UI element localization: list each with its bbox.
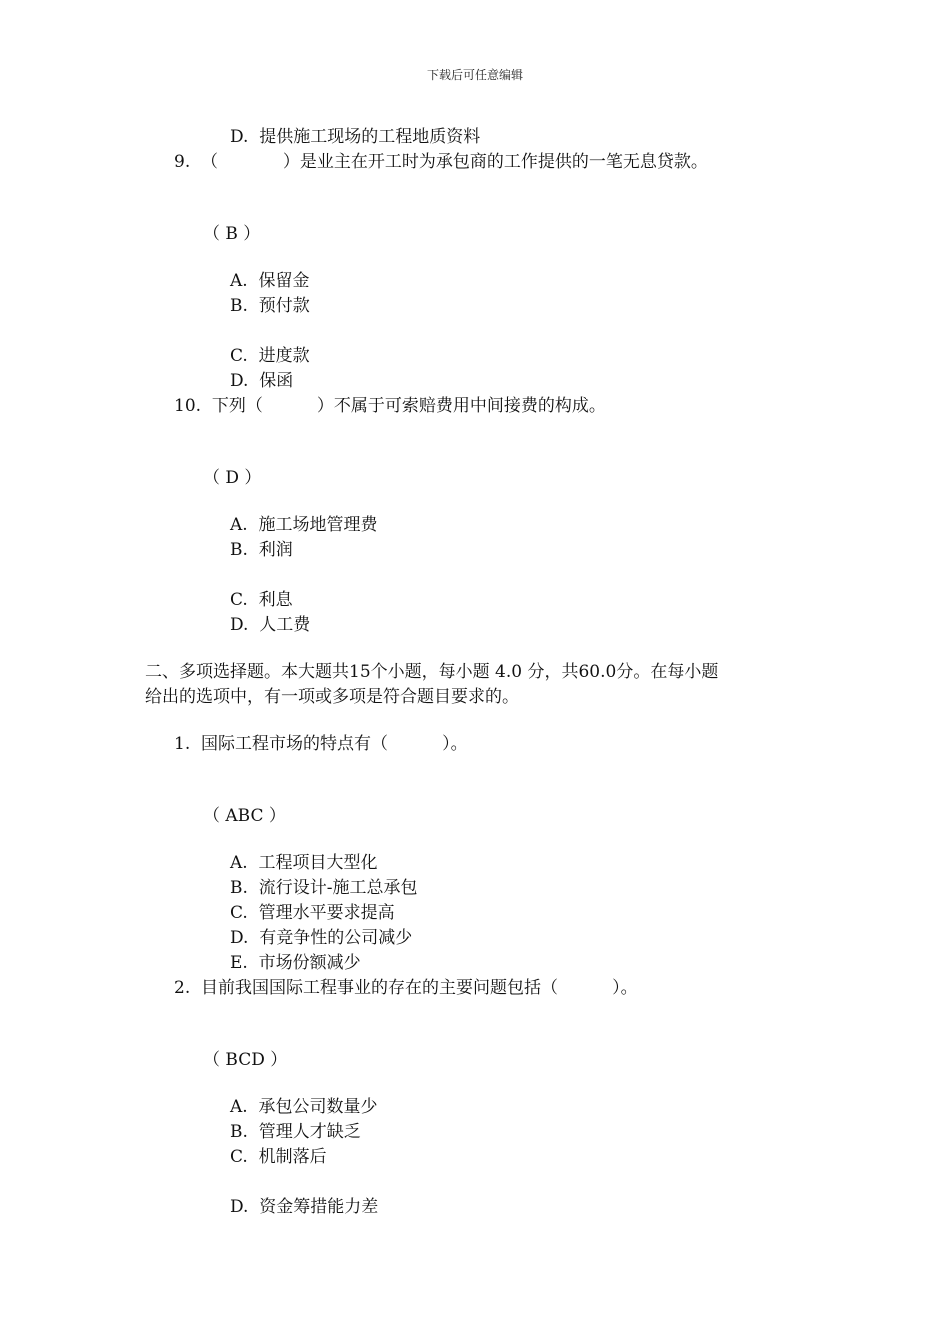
- section2-heading-line1: 二、多项选择题。本大题共15个小题，每小题 4.0 分，共60.0分。在每小题: [145, 662, 719, 682]
- m2-option-d: D. 资金筹措能力差: [230, 1197, 379, 1217]
- q10-stem: 10. 下列（ ）不属于可索赔费用中间接费的构成。: [174, 396, 606, 416]
- q9-option-c: C. 进度款: [230, 346, 310, 366]
- m1-option-a: A. 工程项目大型化: [230, 853, 378, 873]
- m1-option-b: B. 流行设计-施工总承包: [230, 878, 418, 898]
- q9-option-b: B. 预付款: [230, 296, 310, 316]
- m2-stem: 2. 目前我国国际工程事业的存在的主要问题包括（ ）。: [174, 978, 638, 998]
- q10-option-d: D. 人工费: [230, 615, 311, 635]
- m2-option-a: A. 承包公司数量少: [230, 1097, 378, 1117]
- m1-option-e: E. 市场份额减少: [230, 953, 361, 973]
- m1-option-c: C. 管理水平要求提高: [230, 903, 395, 923]
- page-header: 下载后可任意编辑: [426, 68, 523, 82]
- q9-stem: 9. （ ）是业主在开工时为承包商的工作提供的一笔无息贷款。: [174, 152, 708, 172]
- q9-option-d: D. 保函: [230, 371, 294, 391]
- m2-option-c: C. 机制落后: [230, 1147, 327, 1167]
- m1-option-d: D. 有竞争性的公司减少: [230, 928, 413, 948]
- m1-answer: （ ABC ）: [203, 806, 286, 826]
- q9-answer: （ B ）: [203, 224, 261, 244]
- section2-heading-line2: 给出的选项中，有一项或多项是符合题目要求的。: [145, 687, 519, 707]
- q10-option-a: A. 施工场地管理费: [230, 515, 378, 535]
- q8-option-d: D. 提供施工现场的工程地质资料: [230, 127, 481, 147]
- q9-option-a: A. 保留金: [230, 271, 310, 291]
- q10-answer: （ D ）: [203, 468, 262, 488]
- q10-option-b: B. 利润: [230, 540, 293, 560]
- q10-option-c: C. 利息: [230, 590, 293, 610]
- m2-option-b: B. 管理人才缺乏: [230, 1122, 361, 1142]
- m2-answer: （ BCD ）: [203, 1050, 288, 1070]
- m1-stem: 1. 国际工程市场的特点有（ ）。: [174, 734, 468, 754]
